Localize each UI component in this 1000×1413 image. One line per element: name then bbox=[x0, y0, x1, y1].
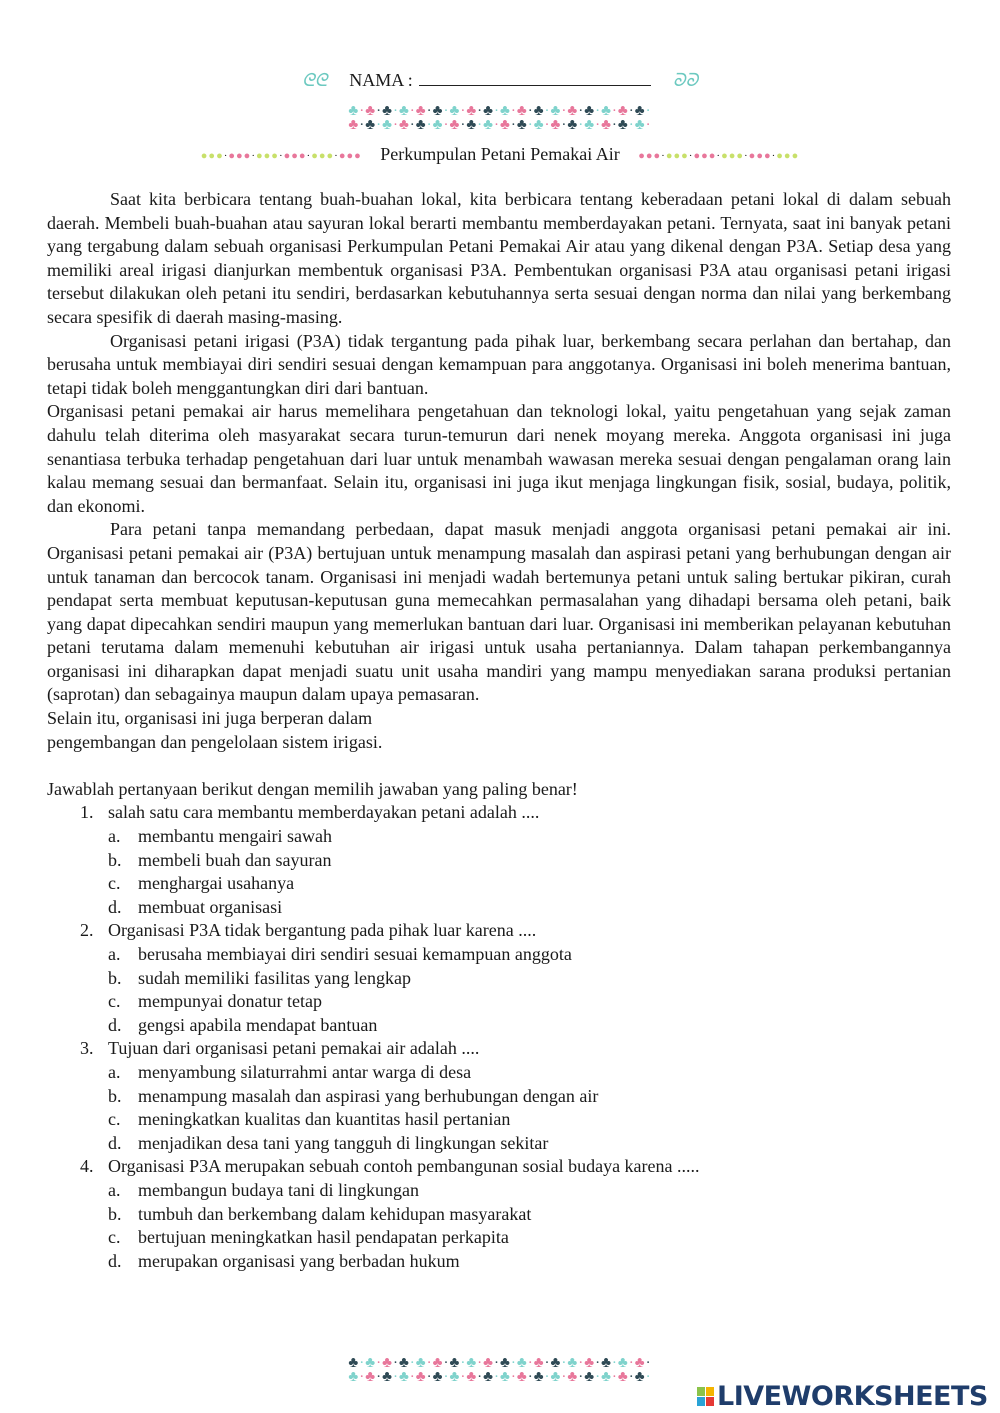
leaf-icon: ♣ bbox=[415, 1355, 427, 1371]
floral-border-top-2-icon: ♣·♣·♣·♣·♣·♣·♣·♣·♣·♣·♣·♣·♣·♣·♣·♣·♣·♣· bbox=[348, 117, 652, 133]
question-text: Organisasi P3A merupakan sebuah contoh pembangunan sosial budaya karena ..... bbox=[108, 1156, 700, 1177]
leaf-icon: ♣ bbox=[382, 1369, 393, 1385]
leaf-icon: ♣ bbox=[382, 103, 393, 119]
floral-border-bottom-2-icon: ♣·♣·♣·♣·♣·♣·♣·♣·♣·♣·♣·♣·♣·♣·♣·♣·♣·♣· bbox=[348, 1369, 652, 1385]
option-text: bertujuan meningkatkan hasil pendapatan perkapita bbox=[138, 1227, 509, 1248]
leaf-icon: ♣ bbox=[516, 103, 528, 119]
leaf-icon: ♣ bbox=[466, 1355, 478, 1371]
leaf-icon: ♣ bbox=[449, 1355, 461, 1371]
floral-border-bottom-icon: ♣·♣·♣·♣·♣·♣·♣·♣·♣·♣·♣·♣·♣·♣·♣·♣·♣·♣· bbox=[348, 1355, 652, 1371]
leaf-icon: ♣ bbox=[466, 103, 478, 119]
option-text: menyambung silaturrahmi antar warga di desa bbox=[138, 1061, 472, 1082]
option-text: sudah memiliki fasilitas yang lengkap bbox=[138, 967, 411, 988]
leaf-icon: ♣ bbox=[348, 103, 360, 119]
leaf-icon: ♣ bbox=[516, 1355, 528, 1371]
option-letter: b. bbox=[108, 967, 122, 988]
leaf-icon: ♣ bbox=[601, 1355, 612, 1371]
leaf-icon: ♣ bbox=[617, 1355, 629, 1371]
question bbox=[47, 1155, 951, 1179]
option-letter: b. bbox=[108, 1085, 122, 1106]
option-text: tumbuh dan berkembang dalam kehidupan masyarakat bbox=[138, 1203, 532, 1224]
leaf-icon: ♣ bbox=[550, 117, 562, 133]
option-letter: d. bbox=[108, 1132, 122, 1153]
paragraph: pengembangan dan pengelolaan sistem irigasi. bbox=[47, 731, 383, 752]
leaf-icon: ♣ bbox=[584, 1369, 596, 1385]
leaf-icon: ♣ bbox=[617, 117, 629, 133]
answer-option[interactable] bbox=[47, 896, 951, 920]
question-number: 1. bbox=[80, 802, 94, 823]
option-letter: c. bbox=[108, 1109, 121, 1130]
answer-option[interactable] bbox=[47, 1108, 951, 1132]
option-text: menjadikan desa tani yang tangguh di lingkungan sekitar bbox=[138, 1132, 549, 1153]
answer-option[interactable] bbox=[47, 825, 951, 849]
option-text: gengsi apabila mendapat bantuan bbox=[138, 1014, 378, 1035]
leaf-icon: ♣ bbox=[533, 1355, 545, 1371]
questions bbox=[47, 778, 951, 1273]
question-text: salah satu cara membantu memberdayakan petani adalah .... bbox=[108, 802, 540, 823]
leaf-icon: ♣ bbox=[466, 1369, 478, 1385]
leaf-icon: ♣ bbox=[634, 117, 646, 133]
question-number: 2. bbox=[80, 920, 94, 941]
leaf-icon: ♣ bbox=[382, 1355, 393, 1371]
answer-option[interactable] bbox=[47, 1085, 951, 1109]
leaf-icon: ♣ bbox=[348, 1355, 360, 1371]
paragraph: Para petani tanpa memandang perbedaan, dapat masuk menjadi anggota organisasi petani pemakai air ini. Organisasi petani pemakai air (P3A) bertujuan untuk menampung masalah dan aspirasi petani yang berhubungan dengan air untuk tanaman dan bercocok tanam. Organisasi ini menjadi wadah bertemunya petani untuk saling bertukar pikiran, curah pendapat serta membuat keputusan-keputusan guna memecahkan permasalahan yang dihadapi bersama oleh petani, baik yang dapat dipecahkan sendiri maupun yang memerlukan bantuan dari luar. Organisasi ini memberikan pelayanan kebutuhan petani terutama dalam memenuhi kebutuhan air irigasi untuk usaha pertaniannya. Dalam tahapan perkembangannya organisasi ini diharapkan dapat menjadi suatu unit usaha mandiri yang mampu menyediakan sarana produksi pertanian (saprotan) dan sebagainya maupun dalam upaya pemasaran. bbox=[47, 519, 951, 705]
leaf-icon: ♣ bbox=[365, 1355, 377, 1371]
leaf-icon: ♣ bbox=[348, 1369, 360, 1385]
answer-option[interactable] bbox=[47, 967, 951, 991]
option-letter: c. bbox=[108, 991, 121, 1012]
chain-ornament-right-icon: ●●●·●●●·●●●·●●●·●●●·●●● bbox=[638, 149, 800, 162]
leaf-icon: ♣ bbox=[533, 117, 545, 133]
option-letter: d. bbox=[108, 1014, 122, 1035]
leaf-icon: ♣ bbox=[415, 1369, 427, 1385]
leaf-icon: ♣ bbox=[432, 103, 444, 119]
leaf-icon: ♣ bbox=[365, 103, 377, 119]
option-text: mempunyai donatur tetap bbox=[138, 991, 322, 1012]
question bbox=[47, 919, 951, 943]
leaf-icon: ♣ bbox=[584, 103, 596, 119]
option-text: membangun budaya tani di lingkungan bbox=[138, 1179, 419, 1200]
option-letter: c. bbox=[108, 873, 121, 894]
leaf-icon: ♣ bbox=[617, 1369, 629, 1385]
answer-option[interactable] bbox=[47, 1179, 951, 1203]
leaf-icon: ♣ bbox=[500, 117, 511, 133]
answer-option[interactable] bbox=[47, 849, 951, 873]
leaf-icon: ♣ bbox=[398, 103, 410, 119]
answer-option[interactable] bbox=[47, 1014, 951, 1038]
answer-option[interactable] bbox=[47, 1250, 951, 1274]
leaf-icon: ♣ bbox=[449, 117, 461, 133]
question-text: Tujuan dari organisasi petani pemakai air adalah .... bbox=[108, 1038, 480, 1059]
name-label: NAMA : bbox=[349, 70, 413, 90]
name-input-line[interactable] bbox=[419, 71, 651, 86]
answer-option[interactable] bbox=[47, 1132, 951, 1156]
leaf-icon: ♣ bbox=[449, 1369, 461, 1385]
leaf-icon: ♣ bbox=[516, 117, 528, 133]
question-text: Organisasi P3A tidak bergantung pada pihak luar karena .... bbox=[108, 920, 537, 941]
instruction: Jawablah pertanyaan berikut dengan memilih jawaban yang paling benar! bbox=[47, 778, 578, 799]
option-letter: c. bbox=[108, 1227, 121, 1248]
title-row bbox=[0, 144, 1000, 165]
option-text: merupakan organisasi yang berbadan hukum bbox=[138, 1250, 460, 1271]
leaf-icon: ♣ bbox=[382, 117, 393, 133]
option-text: meningkatkan kualitas dan kuantitas hasil pertanian bbox=[138, 1109, 511, 1130]
leaf-icon: ♣ bbox=[567, 1355, 579, 1371]
leaf-icon: ♣ bbox=[516, 1369, 528, 1385]
leaf-icon: ♣ bbox=[584, 117, 596, 133]
question-number: 4. bbox=[80, 1156, 94, 1177]
leaf-icon: ♣ bbox=[500, 103, 511, 119]
option-letter: a. bbox=[108, 1061, 121, 1082]
logo-grid-icon bbox=[697, 1387, 714, 1406]
leaf-icon: ♣ bbox=[432, 1369, 444, 1385]
answer-option[interactable] bbox=[47, 1061, 951, 1085]
leaf-icon: ♣ bbox=[483, 103, 494, 119]
leaf-icon: ♣ bbox=[601, 117, 612, 133]
leaf-icon: ♣ bbox=[449, 103, 461, 119]
leaf-icon: ♣ bbox=[415, 103, 427, 119]
option-letter: a. bbox=[108, 944, 121, 964]
leaf-icon: ♣ bbox=[533, 1369, 545, 1385]
leaf-icon: ♣ bbox=[533, 103, 545, 119]
option-letter: b. bbox=[108, 1203, 122, 1224]
leaf-icon: ♣ bbox=[466, 117, 478, 133]
option-text: membeli buah dan sayuran bbox=[138, 849, 332, 870]
answer-option[interactable] bbox=[47, 990, 951, 1014]
leaf-icon: ♣ bbox=[500, 1355, 511, 1371]
answer-option[interactable] bbox=[47, 1203, 951, 1227]
leaf-icon: ♣ bbox=[365, 117, 377, 133]
leaf-icon: ♣ bbox=[550, 103, 562, 119]
leaf-icon: ♣ bbox=[398, 1369, 410, 1385]
paragraph: Selain itu, organisasi ini juga berperan dalam bbox=[47, 708, 373, 729]
leaf-icon: ♣ bbox=[567, 117, 579, 133]
leaf-icon: ♣ bbox=[398, 117, 410, 133]
floral-border-top-icon: ♣·♣·♣·♣·♣·♣·♣·♣·♣·♣·♣·♣·♣·♣·♣·♣·♣·♣· bbox=[348, 103, 652, 119]
leaf-icon: ♣ bbox=[483, 1369, 494, 1385]
answer-option[interactable] bbox=[47, 872, 951, 896]
swirl-ornament-left-icon: ᘓᘓ bbox=[301, 70, 328, 90]
liveworksheets-logo bbox=[697, 1381, 988, 1412]
answer-option[interactable] bbox=[47, 1226, 951, 1250]
leaf-icon: ♣ bbox=[567, 1369, 579, 1385]
leaf-icon: ♣ bbox=[398, 1355, 410, 1371]
option-letter: d. bbox=[108, 896, 122, 917]
leaf-icon: ♣ bbox=[567, 103, 579, 119]
leaf-icon: ♣ bbox=[432, 1355, 444, 1371]
leaf-icon: ♣ bbox=[634, 1355, 646, 1371]
leaf-icon: ♣ bbox=[483, 1355, 494, 1371]
option-letter: b. bbox=[108, 849, 122, 870]
question bbox=[47, 801, 951, 825]
question bbox=[47, 1037, 951, 1061]
option-text: membuat organisasi bbox=[138, 896, 283, 917]
option-letter: a. bbox=[108, 826, 121, 847]
swirl-ornament-right-icon: ᘐᘐ bbox=[672, 70, 699, 90]
leaf-icon: ♣ bbox=[601, 103, 612, 119]
chain-ornament-left-icon: ●●●·●●●·●●●·●●●·●●●·●●● bbox=[200, 149, 362, 162]
page-title: Perkumpulan Petani Pemakai Air bbox=[380, 144, 620, 164]
leaf-icon: ♣ bbox=[483, 117, 494, 133]
logo-text: LIVEWORKSHEETS bbox=[717, 1381, 988, 1412]
leaf-icon: ♣ bbox=[601, 1369, 612, 1385]
option-text: membantu mengairi sawah bbox=[138, 826, 332, 847]
leaf-icon: ♣ bbox=[634, 1369, 646, 1385]
question-number: 3. bbox=[80, 1038, 94, 1059]
leaf-icon: ♣ bbox=[348, 117, 360, 133]
option-text: menampung masalah dan aspirasi yang berhubungan dengan air bbox=[138, 1085, 599, 1106]
answer-option[interactable] bbox=[47, 943, 951, 967]
paragraph: Organisasi petani pemakai air harus memelihara pengetahuan dan teknologi lokal, yaitu pengetahuan yang sejak zaman dahulu telah diterima oleh masyarakat secara turun-temurun dari nenek moyang mereka. Anggota organisasi ini juga senantiasa terbuka terhadap pengetahuan dari luar untuk menambah wawasan mereka sesuai dengan pengalaman orang lain kalau memang sesuai dan bermanfaat. Selain itu, organisasi ini juga ikut menjaga lingkungan fisik, sosial, budaya, politik, dan ekonomi. bbox=[47, 401, 951, 516]
leaf-icon: ♣ bbox=[432, 117, 444, 133]
leaf-icon: ♣ bbox=[617, 103, 629, 119]
leaf-icon: ♣ bbox=[415, 117, 427, 133]
reading-text bbox=[47, 188, 951, 1273]
leaf-icon: ♣ bbox=[584, 1355, 596, 1371]
leaf-icon: ♣ bbox=[550, 1369, 562, 1385]
leaf-icon: ♣ bbox=[634, 103, 646, 119]
leaf-icon: ♣ bbox=[550, 1355, 562, 1371]
option-letter: d. bbox=[108, 1250, 122, 1271]
option-letter: a. bbox=[108, 1179, 121, 1200]
name-field-row bbox=[0, 70, 1000, 91]
option-text: berusaha membiayai diri sendiri sesuai kemampuan anggota bbox=[138, 944, 572, 964]
paragraph: Saat kita berbicara tentang buah-buahan lokal, kita berbicara tentang keberadaan petani lokal di dalam sebuah daerah. Membeli buah-buahan atau sayuran lokal berarti membantu memberdayakan petani. Ternyata, saat ini banyak petani yang tergabung dalam sebuah organisasi Perkumpulan Petani Pemakai Air atau yang dikenal dengan P3A. Setiap desa yang memiliki areal irigasi dianjurkan membentuk organisasi P3A. Pembentukan organisasi P3A atau organisasi petani irigasi tersebut dilakukan oleh petani itu sendiri, berdasarkan kebutuhannya serta sesuai dengan norma dan nilai yang berkembang secara spesifik di daerah masing-masing. bbox=[47, 189, 951, 327]
option-text: menghargai usahanya bbox=[138, 873, 295, 894]
paragraph: Organisasi petani irigasi (P3A) tidak tergantung pada pihak luar, berkembang secara perlahan dan bertahap, dan berusaha untuk membiayai diri sendiri sesuai dengan kemampuan para anggotanya. Organisasi ini boleh menerima bantuan, tetapi tidak boleh menggantungkan diri dari bantuan. bbox=[47, 330, 951, 398]
leaf-icon: ♣ bbox=[365, 1369, 377, 1385]
leaf-icon: ♣ bbox=[500, 1369, 511, 1385]
